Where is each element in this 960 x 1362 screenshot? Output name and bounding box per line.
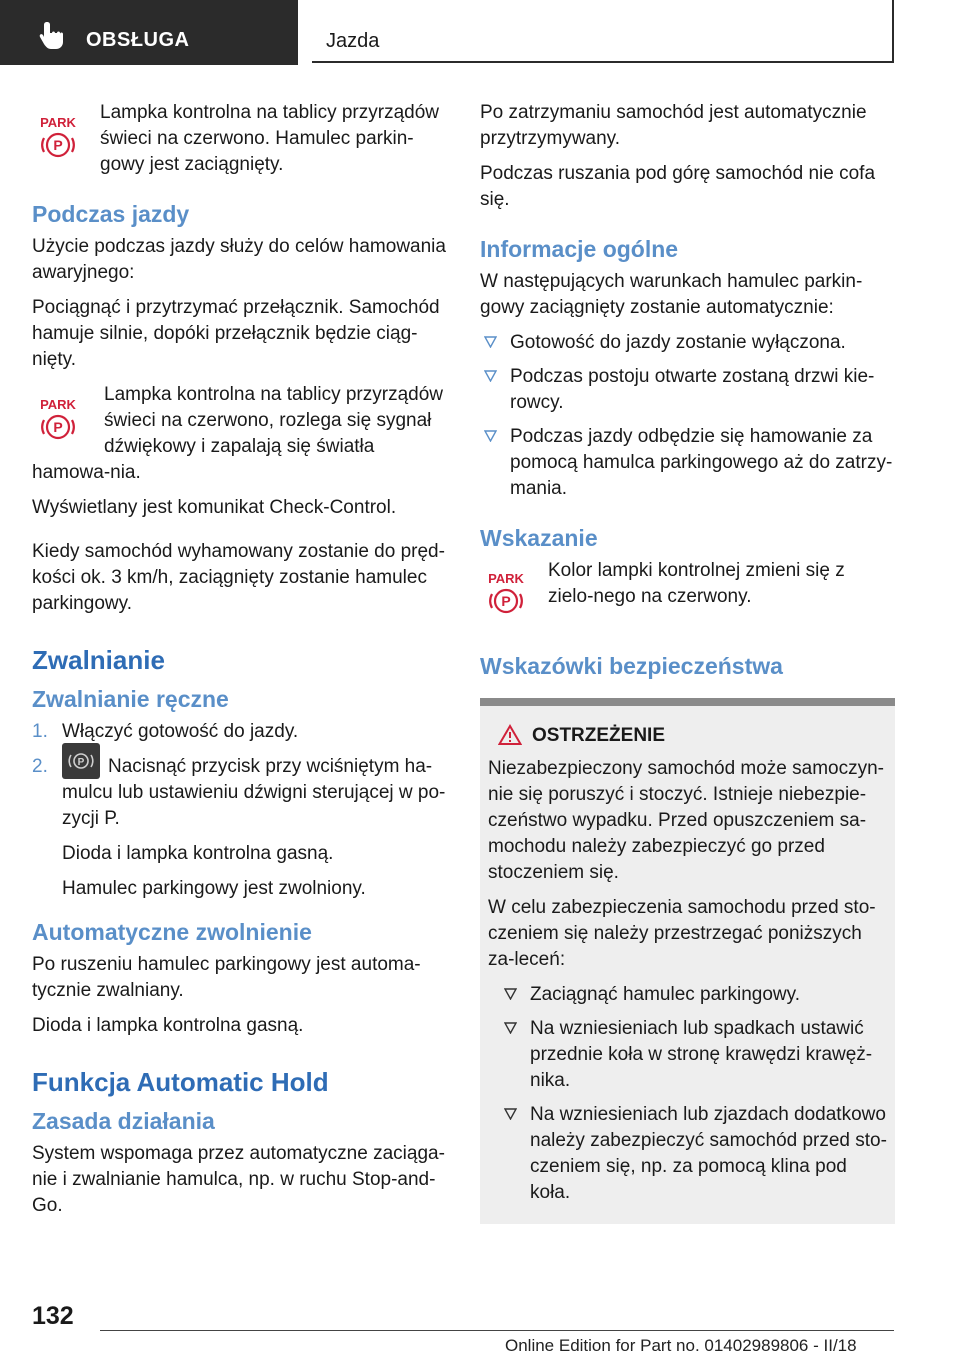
left-column	[32, 100, 447, 1228]
paragraph: Pociągnąć i przytrzymać przełącznik. Samochód hamuje silnie, dopóki przełącznik będzie ciąg-nięty.	[32, 297, 440, 370]
svg-text:P: P	[53, 419, 63, 435]
warning-triangle-icon	[498, 724, 522, 746]
paragraph: W następujących warunkach hamulec parkin-gowy zaciągnięty zostanie automatycznie:	[480, 271, 863, 318]
list-item: Na wzniesieniach lub zjazdach dodatkowo należy zabezpieczyć samochód przed sto-czeniem się, np. za pomocą klina pod koła.	[500, 1102, 887, 1206]
park-brake-indicator-icon	[484, 570, 528, 616]
park-indicator-note	[480, 558, 895, 636]
paragraph: Po ruszeniu hamulec parkingowy jest automa-tycznie zwalniany.	[32, 954, 421, 1001]
paragraph: Dioda i lampka kontrolna gasną.	[32, 1015, 304, 1036]
triangle-bullet-icon	[484, 369, 497, 382]
park-indicator-text: Lampka kontrolna na tablicy przyrządów świeci na czerwono, rozlega się sygnał dźwiękowy i zapalają się światła hamowa-nia.	[32, 384, 444, 483]
svg-text:PARK: PARK	[488, 571, 524, 586]
chapter-title: Jazda	[326, 30, 380, 52]
indicator-color-text: Kolor lampki kontrolnej zmieni się z zielo-nego na czerwony.	[548, 560, 845, 607]
warning-text: Niezabezpieczony samochód może samoczyn-nie się poruszyć i stoczyć. Istnieje niebezpie-czeństwo wypadku. Przed opuszczeniem sa-mochodu należy zabezpieczyć go przed stoczeniem się.	[488, 758, 885, 883]
svg-text:PARK: PARK	[40, 397, 76, 412]
step-item	[32, 719, 447, 745]
list-item: Podczas jazdy odbędzie się hamowanie za pomocą hamulca parkingowego aż do zatrzy-mania.	[480, 424, 895, 502]
park-indicator-note	[32, 382, 447, 486]
step-item	[32, 754, 447, 902]
step-result: Hamulec parkingowy jest zwolniony.	[62, 878, 366, 899]
section-label: OBSŁUGA	[86, 29, 190, 51]
parking-brake-switch-icon	[62, 743, 100, 779]
edition-text: Online Edition for Part no. 01402989806 - II/18	[505, 1336, 857, 1355]
heading-manual-release: Zwalnianie ręczne	[32, 686, 229, 712]
paragraph: Użycie podczas jazdy służy do celów hamowania awaryjnego:	[32, 236, 446, 283]
list-item: Gotowość do jazdy zostanie wyłączona.	[480, 330, 895, 356]
warning-box	[480, 698, 895, 1224]
paragraph: Po zatrzymaniu samochód jest automatycznie przytrzymywany.	[480, 102, 867, 149]
svg-text:P: P	[77, 756, 85, 768]
heading-general-info: Informacje ogólne	[480, 236, 679, 262]
triangle-bullet-icon	[504, 1021, 517, 1034]
paragraph: Wyświetlany jest komunikat Check-Control.	[32, 497, 397, 518]
park-indicator-note	[32, 100, 447, 178]
heading-indication: Wskazanie	[480, 525, 598, 551]
warning-text: W celu zabezpieczenia samochodu przed sto-czeniem się należy przestrzegać poniższych za-leceń:	[488, 897, 876, 970]
heading-auto-release: Automatyczne zwolnienie	[32, 919, 312, 945]
release-steps	[32, 719, 447, 902]
list-item: Zaciągnąć hamulec parkingowy.	[500, 982, 887, 1008]
step-number: 2.	[32, 756, 48, 777]
step-result: Dioda i lampka kontrolna gasną.	[62, 843, 334, 864]
triangle-bullet-icon	[484, 335, 497, 348]
heading-safety: Wskazówki bezpieczeństwa	[480, 653, 783, 679]
heading-auto-hold: Funkcja Automatic Hold	[32, 1067, 329, 1097]
step-text: Nacisnąć przycisk przy wciśniętym ha-mulcu lub ustawieniu dźwigni sterującej w po-zycji P.	[62, 756, 446, 829]
paragraph: System wspomaga przez automatyczne zaciąga-nie i zwalnianie hamulca, np. w ruchu Stop-and-Go.	[32, 1143, 445, 1216]
svg-text:P: P	[501, 593, 511, 609]
paragraph: Kiedy samochód wyhamowany zostanie do pręd-kości ok. 3 km/h, zaciągnięty zostanie hamulec parkingowy.	[32, 541, 445, 614]
step-text: Włączyć gotowość do jazdy.	[62, 721, 299, 742]
svg-text:PARK: PARK	[40, 115, 76, 130]
chapter-header	[312, 0, 894, 63]
right-column	[480, 100, 895, 1224]
list-item: Na wzniesieniach lub spadkach ustawić przednie koła w stronę krawędzi krawęż-nika.	[500, 1016, 887, 1094]
step-number: 1.	[32, 721, 48, 742]
triangle-bullet-icon	[504, 987, 517, 1000]
warning-title: OSTRZEŻENIE	[488, 722, 887, 750]
triangle-bullet-icon	[484, 429, 497, 442]
heading-principle: Zasada działania	[32, 1108, 215, 1134]
park-brake-warning-icon	[36, 114, 80, 160]
footer-divider	[100, 1330, 894, 1331]
hand-pointer-icon	[38, 20, 66, 50]
section-tab	[0, 0, 298, 65]
safety-list	[500, 982, 887, 1206]
heading-release: Zwalnianie	[32, 645, 165, 675]
list-item: Podczas postoju otwarte zostaną drzwi kie-rowcy.	[480, 364, 895, 416]
heading-while-driving: Podczas jazdy	[32, 201, 190, 227]
svg-text:P: P	[53, 137, 63, 153]
page-number: 132	[32, 1302, 74, 1330]
triangle-bullet-icon	[504, 1107, 517, 1120]
conditions-list	[480, 330, 895, 502]
park-indicator-text: Lampka kontrolna na tablicy przyrządów świeci na czerwono. Hamulec parkin-gowy jest zaciągnięty.	[100, 102, 440, 175]
paragraph: Podczas ruszania pod górę samochód nie cofa się.	[480, 163, 876, 210]
park-brake-warning-icon	[36, 396, 80, 442]
